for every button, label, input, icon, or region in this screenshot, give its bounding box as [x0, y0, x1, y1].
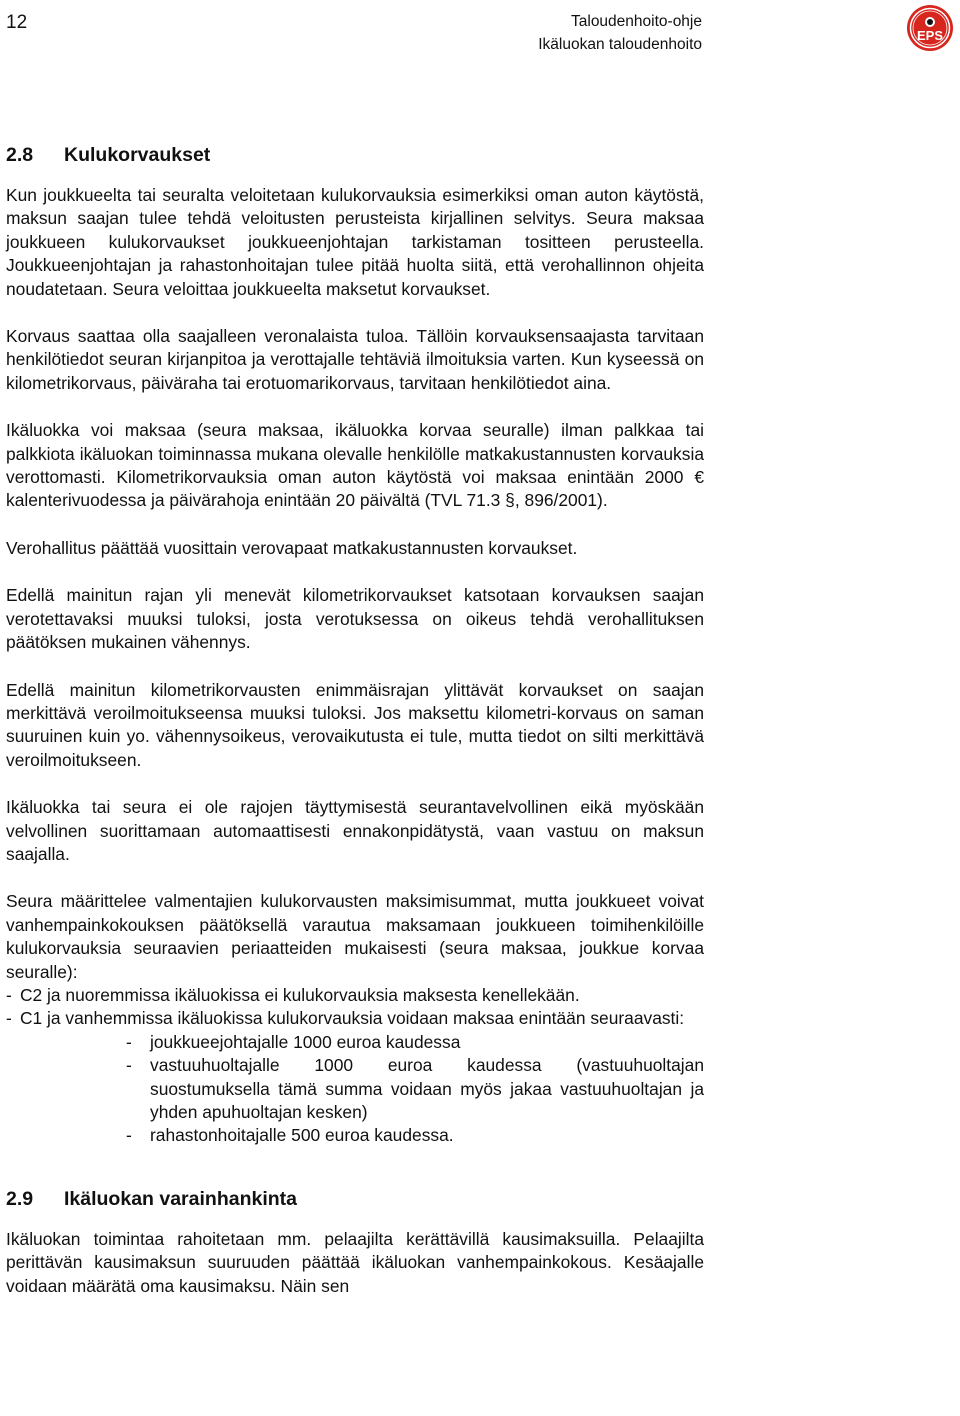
compensation-list	[6, 984, 704, 1031]
section-title: Ikäluokan varainhankinta	[64, 1187, 298, 1210]
list-item-text: joukkueejohtajalle 1000 euroa kaudessa	[150, 1031, 461, 1052]
paragraph: Ikäluokka tai seura ei ole rajojen täyttymisestä seurantavelvollinen eikä myöskään velvollinen suorittamaan automaattisesti ennakonpidätystä, vaan vastuu on maksun saajalla.	[6, 797, 704, 864]
list-dash: -	[126, 1055, 132, 1076]
list-dash: -	[6, 1008, 12, 1029]
section-heading-2-9	[6, 1184, 704, 1214]
compensation-sub-list	[6, 1031, 704, 1148]
header-title-line2: Ikäluokan taloudenhoito	[538, 36, 702, 53]
paragraph: Ikäluokka voi maksaa (seura maksaa, ikäluokka korvaa seuralle) ilman palkkaa tai palkkiota ikäluokan toiminnassa mukana olevalle henkilölle matkakustannusten korvauksia verottomasti. Kilometrikorvauksia oman auton käytöstä voi maksaa enintään 2000 € kalenterivuodessa ja päivärahoja enintään 20 päivältä (TVL 71.3 §, 896/2001).	[6, 420, 704, 511]
section-number: 2.8	[6, 144, 34, 166]
club-logo	[906, 4, 954, 52]
section-title: Kulukorvaukset	[64, 144, 211, 166]
running-header	[538, 10, 702, 56]
paragraph: Edellä mainitun kilometrikorvausten enimmäisrajan ylittävät korvaukset on saajan merkittävä veroilmoitukseensa muuksi tuloksi. Jos maksettu kilometri-korvaus on saman suuruinen kuin yo. vähennysoikeus, verovaikutusta ei tule, mutta tiedot on silti merkittävä veroilmoitukseen.	[6, 679, 704, 770]
list-item	[6, 1007, 704, 1030]
list-item-text: rahastonhoitajalle 500 euroa kaudessa.	[150, 1125, 454, 1146]
paragraph: Verohallitus päättää vuosittain verovapaat matkakustannusten korvaukset.	[6, 537, 578, 558]
list-item-text: C2 ja nuoremmissa ikäluokissa ei kulukorvauksia maksesta kenellekään.	[20, 984, 580, 1005]
document-body	[6, 140, 704, 1298]
list-dash: -	[126, 1031, 132, 1052]
list-item	[126, 1124, 704, 1147]
header-title-line1: Taloudenhoito-ohje	[571, 13, 702, 30]
paragraph: Edellä mainitun rajan yli menevät kilometrikorvaukset katsotaan korvauksen saajan verotettavaksi muuksi tuloksi, josta verotuksessa on oikeus tehdä verohallituksen päätöksen mukainen vähennys.	[6, 585, 704, 653]
list-item	[126, 1031, 704, 1054]
paragraph: Ikäluokan toimintaa rahoitetaan mm. pelaajilta kerättävillä kausimaksuilla. Pelaajilta perittävän kausimaksun suuruuden päättää ikäluokan vanhempainkokous. Kesäajalle voidaan määrätä oma kausimaksu. Näin sen	[6, 1228, 704, 1296]
page-number: 12	[6, 12, 28, 33]
paragraph: Kun joukkueelta tai seuralta veloitetaan kulukorvauksia esimerkiksi oman auton käytöstä, maksun saajan tulee tehdä veloitusten perusteista kirjallinen selvitys. Seura maksaa joukkueen kulukorvaukset joukkueenjohtajan tarkistaman tositteen perusteella. Joukkueenjohtajan ja rahastonhoitajan tulee pitää huolta siitä, että verohallinnon ohjeita noudatetaan. Seura veloittaa joukkueelta maksetut korvaukset.	[6, 185, 704, 299]
list-item-text: C1 ja vanhemmissa ikäluokissa kulukorvauksia voidaan maksaa enintään seuraavasti:	[20, 1008, 685, 1029]
section-heading-2-8	[6, 140, 704, 170]
paragraph: Korvaus saattaa olla saajalleen veronalaista tuloa. Tällöin korvauksensaajasta tarvitaan henkilötiedot seuran kirjanpitoa ja verottajalle tehtäviä ilmoituksia varten. Kun kyseessä on kilometrikorvaus, päiväraha tai erotuomarikorvaus, tarvitaan henkilötiedot aina.	[6, 326, 704, 393]
list-dash: -	[126, 1125, 132, 1146]
list-item	[126, 1054, 704, 1124]
paragraph: Seura määrittelee valmentajien kulukorvausten maksimisummat, mutta joukkueet voivat vanhempainkokouksen päätöksellä varautua maksamaan joukkueen toimihenkilöille kulukorvauksia seuraavien periaatteiden mukaisesti (seura maksaa, joukkue korvaa seuralle):	[6, 891, 704, 982]
list-item	[6, 984, 704, 1007]
list-dash: -	[6, 984, 12, 1005]
section-number: 2.9	[6, 1187, 34, 1210]
list-item-text: vastuuhuoltajalle 1000 euroa kaudessa (vastuuhuoltajan suostumuksella tämä summa voidaan myös jakaa vastuuhuoltajan ja yhden apuhuoltajan kesken)	[150, 1055, 704, 1122]
svg-text:EPS: EPS	[916, 28, 944, 43]
